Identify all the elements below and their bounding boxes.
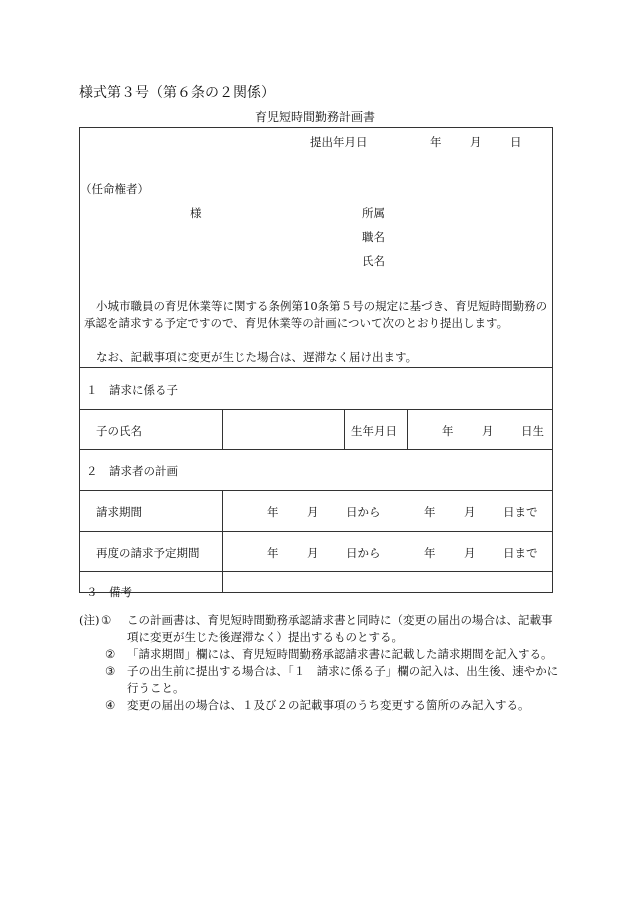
notes-label: (注) — [79, 613, 100, 627]
rule-replan-row — [79, 571, 553, 572]
vrule-birth-right — [407, 409, 408, 449]
period-to-month: 月 — [464, 505, 476, 519]
body-paragraph-2: なお、記載事項に変更が生じた場合は、遅滞なく届け出ます。 — [96, 350, 418, 364]
body-paragraph-1: 小城市職員の育児休業等に関する条例第10条第５号の規定に基づき、育児短時間勤務の承認を請求する予定ですので、育児休業等の計画について次のとおり提出します。 — [84, 299, 548, 330]
note-text-4: 変更の届出の場合は、１及び２の記載事項のうち変更する箇所のみ記入する。 — [127, 698, 530, 712]
form-number: 様式第３号（第６条の２関係） — [79, 85, 275, 101]
birth-date-label: 生年月日 — [351, 424, 397, 438]
note-item-1 — [79, 612, 559, 646]
vrule-sec2-label — [222, 490, 223, 592]
section2-heading: ２ 請求者の計画 — [86, 464, 178, 478]
replan-from-month: 月 — [307, 546, 319, 560]
child-name-label: 子の氏名 — [96, 424, 142, 438]
birth-year: 年 — [442, 424, 454, 438]
replan-to-day: 日まで — [503, 546, 538, 560]
note-text-3: 子の出生前に提出する場合は、「１ 請求に係る子」欄の記入は、出生後、速やかに行うこと。 — [127, 664, 559, 695]
replan-label: 再度の請求予定期間 — [96, 546, 200, 560]
note-mark-3: ③ — [105, 664, 116, 678]
note-mark-4: ④ — [105, 698, 116, 712]
vrule-child-label — [222, 409, 223, 449]
affiliation-label: 所属 — [362, 206, 385, 220]
submit-day: 日 — [510, 135, 522, 149]
rule-sec2-heading — [79, 490, 553, 491]
position-label: 職名 — [362, 230, 385, 244]
rule-child-row — [79, 449, 553, 450]
sama-label: 様 — [190, 206, 202, 220]
submit-date-label: 提出年月日 — [310, 135, 368, 149]
note-mark-2: ② — [105, 647, 116, 661]
note-item-4 — [79, 697, 559, 714]
period-to-year: 年 — [424, 505, 436, 519]
section3-heading: ３ 備考 — [86, 585, 132, 599]
appointer-label: （任命権者） — [80, 182, 149, 196]
section1-heading: １ 請求に係る子 — [86, 383, 178, 397]
replan-to-year: 年 — [424, 546, 436, 560]
note-item-2 — [79, 646, 559, 663]
period-from-year: 年 — [267, 505, 279, 519]
period-label: 請求期間 — [96, 505, 142, 519]
note-mark-1: ① — [101, 613, 112, 627]
submit-year: 年 — [430, 135, 442, 149]
replan-to-month: 月 — [464, 546, 476, 560]
period-from-month: 月 — [307, 505, 319, 519]
note-item-3 — [79, 663, 559, 697]
replan-from-day: 日から — [346, 546, 381, 560]
birth-month: 月 — [482, 424, 494, 438]
vrule-birth-left — [344, 409, 345, 449]
period-from-day: 日から — [346, 505, 381, 519]
submit-month: 月 — [470, 135, 482, 149]
birth-day: 日生 — [521, 424, 544, 438]
note-text-1: この計画書は、育児短時間勤務承認請求書と同時に（変更の届出の場合は、記載事項に変更が生じた後遅滞なく）提出するものとする。 — [127, 613, 553, 644]
rule-sec1-heading — [79, 409, 553, 410]
notes — [79, 612, 559, 714]
page-title: 育児短時間勤務計画書 — [254, 110, 375, 124]
rule-header-bottom — [79, 367, 553, 368]
period-to-day: 日まで — [503, 505, 538, 519]
rule-period-row — [79, 531, 553, 532]
note-text-2: 「請求期間」欄には、育児短時間勤務承認請求書に記載した請求期間を記入する。 — [127, 647, 553, 661]
name-label: 氏名 — [362, 254, 385, 268]
replan-from-year: 年 — [267, 546, 279, 560]
